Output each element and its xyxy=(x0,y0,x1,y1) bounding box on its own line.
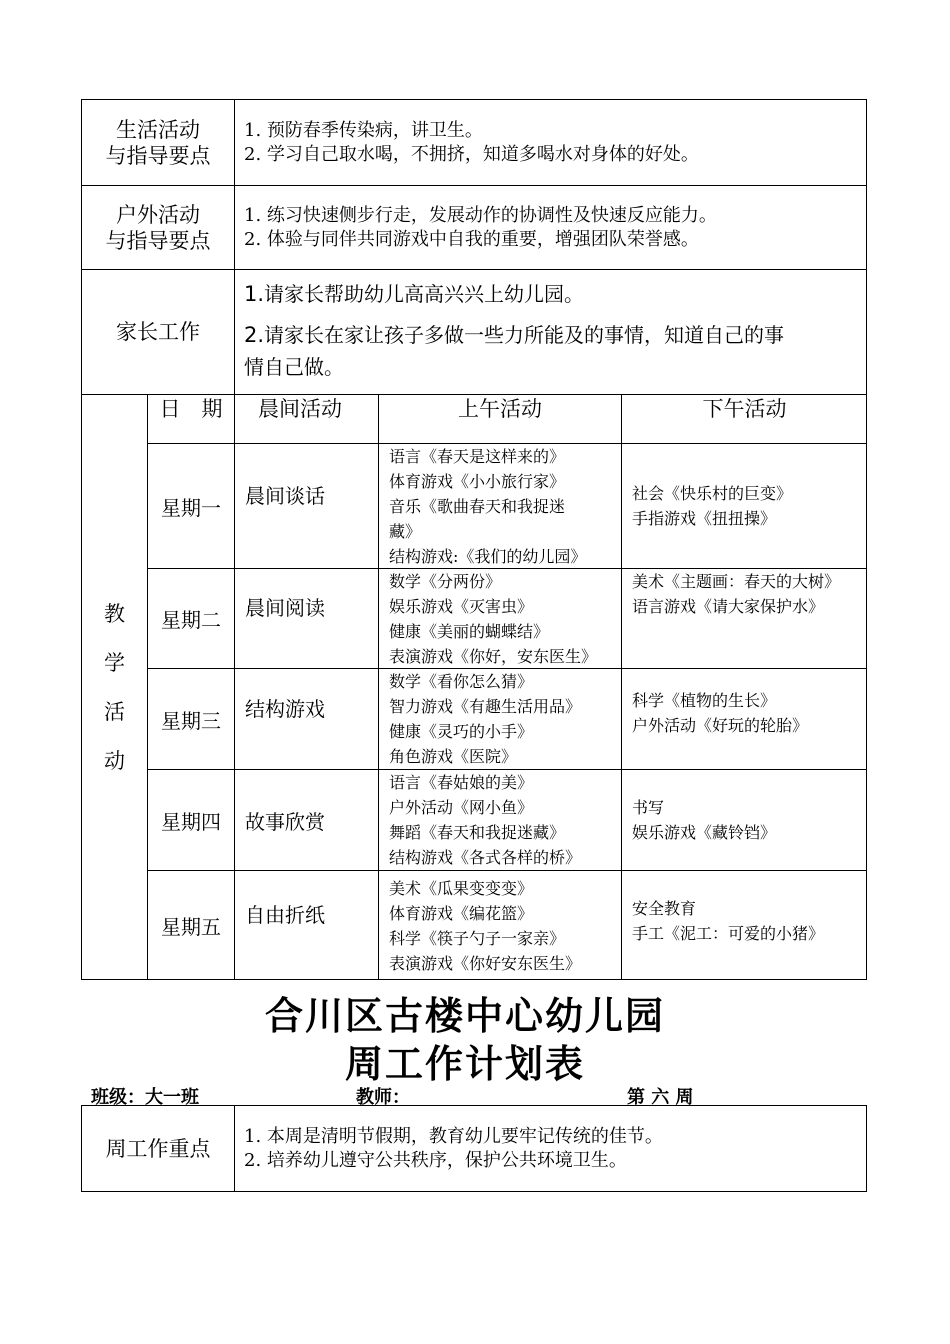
label-line: 与指导要点 xyxy=(105,143,211,168)
activity-line: 舞蹈《春天和我捉迷藏》 xyxy=(389,823,566,842)
pm-cell xyxy=(622,444,867,568)
parent-work-content xyxy=(244,278,864,394)
activity-line: 结构游戏:《我们的幼儿园》 xyxy=(389,546,587,566)
activity-line: 健康《美丽的蝴蝶结》 xyxy=(389,621,550,641)
parent-item: 1.请家长帮助幼儿高高兴兴上幼儿园。 xyxy=(244,282,585,306)
activity-line: 科学《植物的生长》 xyxy=(632,691,777,710)
content-line: 1. 预防春季传染病，讲卫生。 xyxy=(244,119,483,141)
activity-line: 藏》 xyxy=(389,521,422,541)
teaching-side-label xyxy=(82,590,147,786)
parent-item: 2.请家长在家让孩子多做一些力所能及的事情，知道自己的事 xyxy=(244,323,785,347)
morning-cell: 晨间阅读 xyxy=(245,596,325,620)
content-line: 2. 体验与同伴共同游戏中自我的重要，增强团队荣誉感。 xyxy=(244,228,699,250)
activity-line: 结构游戏《各式各样的桥》 xyxy=(389,848,582,867)
activity-line: 表演游戏《你好安东医生》 xyxy=(389,953,582,973)
am-cell xyxy=(379,669,621,769)
day-cell: 星期四 xyxy=(161,809,221,834)
activity-line: 手指游戏《扭扭操》 xyxy=(632,509,777,528)
morning-cell: 晨间谈话 xyxy=(245,483,325,508)
day-cell: 星期一 xyxy=(161,495,221,520)
activity-line: 美术《主题画：春天的大树》 xyxy=(632,572,841,591)
header-am: 上午活动 xyxy=(458,397,542,421)
am-cell xyxy=(379,569,621,668)
header-morning: 晨间活动 xyxy=(258,397,342,421)
outdoor-activity-content xyxy=(235,185,867,270)
activity-line: 音乐《歌曲春天和我捉迷 xyxy=(389,496,566,516)
activity-line: 语言《春天是这样来的》 xyxy=(389,446,566,466)
parent-work-label xyxy=(81,269,235,395)
activity-line: 安全教育 xyxy=(632,899,697,918)
pm-cell xyxy=(622,770,867,870)
am-cell xyxy=(379,770,621,870)
activity-line: 数学《分两份》 xyxy=(389,571,502,591)
page-subtitle: 周工作计划表 xyxy=(344,1042,585,1086)
pm-cell xyxy=(622,871,867,971)
activity-line: 语言游戏《请大家保护水》 xyxy=(632,597,825,616)
morning-cell: 结构游戏 xyxy=(245,697,325,721)
week-info: 第 六 周 xyxy=(627,1087,694,1108)
activity-line: 科学《筷子勺子一家亲》 xyxy=(389,928,566,948)
activity-line: 语言《春姑娘的美》 xyxy=(389,773,534,792)
label-line: 生活活动 xyxy=(116,117,200,142)
weekly-focus-label xyxy=(81,1105,235,1192)
label-line: 与指导要点 xyxy=(105,228,211,253)
header-pm: 下午活动 xyxy=(702,397,787,421)
activity-line: 智力游戏《有趣生活用品》 xyxy=(389,697,582,716)
am-cell xyxy=(379,444,621,568)
header-date: 日 期 xyxy=(159,397,223,421)
activity-line: 角色游戏《医院》 xyxy=(389,747,518,766)
weekly-focus-content xyxy=(235,1105,867,1192)
life-activity-content xyxy=(235,99,867,186)
class-info: 班级：大一班 xyxy=(91,1087,199,1108)
activity-line: 户外活动《好玩的轮胎》 xyxy=(632,716,809,735)
page-title: 合川区古楼中心幼儿园 xyxy=(264,994,665,1038)
content-line: 2. 培养幼儿遵守公共秩序，保护公共环境卫生。 xyxy=(244,1149,627,1171)
pm-cell xyxy=(622,569,867,619)
activity-line: 户外活动《网小鱼》 xyxy=(389,798,534,817)
morning-cell: 故事欣赏 xyxy=(245,809,325,834)
activity-line: 健康《灵巧的小手》 xyxy=(389,722,534,741)
label-line: 周工作重点 xyxy=(105,1136,211,1161)
activity-line: 数学《看你怎么猜》 xyxy=(389,672,534,691)
side-char: 学 xyxy=(104,651,125,675)
label-line: 家长工作 xyxy=(116,320,200,344)
am-cell xyxy=(379,871,621,980)
activity-line: 体育游戏《编花篮》 xyxy=(389,903,534,923)
activity-line: 书写 xyxy=(632,798,665,817)
day-cell: 星期五 xyxy=(161,915,221,939)
side-char: 动 xyxy=(104,749,125,773)
activity-line: 娱乐游戏《灭害虫》 xyxy=(389,596,534,616)
side-char: 教 xyxy=(104,602,125,626)
activity-line: 体育游戏《小小旅行家》 xyxy=(389,471,566,491)
pm-cell xyxy=(622,669,867,757)
side-char: 活 xyxy=(104,700,125,724)
morning-cell: 自由折纸 xyxy=(245,902,325,927)
activity-line: 社会《快乐村的巨变》 xyxy=(632,484,793,503)
day-cell: 星期三 xyxy=(161,708,221,733)
day-cell: 星期二 xyxy=(161,608,221,632)
activity-line: 表演游戏《你好，安东医生》 xyxy=(389,646,598,666)
activity-line: 美术《瓜果变变变》 xyxy=(389,878,534,898)
teacher-info: 教师： xyxy=(356,1087,410,1108)
content-line: 2. 学习自己取水喝，不拥挤，知道多喝水对身体的好处。 xyxy=(244,143,699,165)
outdoor-activity-label xyxy=(81,185,235,270)
activity-line: 手工《泥工：可爱的小猪》 xyxy=(632,924,825,943)
label-line: 户外活动 xyxy=(116,202,200,227)
content-line: 1. 本周是清明节假期，教育幼儿要牢记传统的佳节。 xyxy=(244,1125,663,1147)
content-line: 1. 练习快速侧步行走，发展动作的协调性及快速反应能力。 xyxy=(244,204,717,226)
life-activity-label xyxy=(81,99,235,186)
divider xyxy=(234,269,235,395)
parent-item: 情自己做。 xyxy=(244,355,344,379)
activity-line: 娱乐游戏《藏铃铛》 xyxy=(632,823,777,842)
